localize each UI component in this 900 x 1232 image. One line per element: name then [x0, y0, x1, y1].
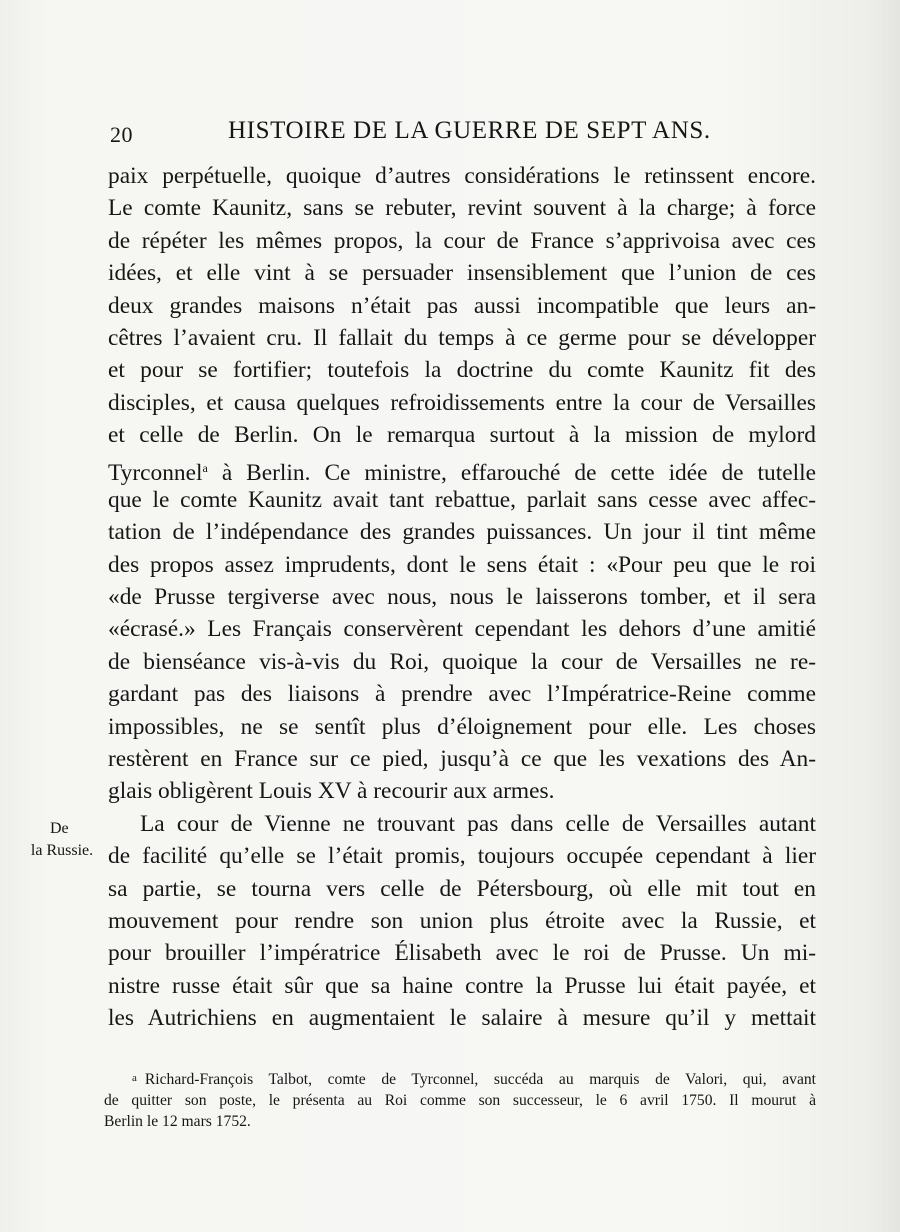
text-line: des propos assez imprudents, dont le sens était : «Pour peu que le roi	[108, 551, 816, 578]
text-line: sa partie, se tourna vers celle de Pétersbourg, où elle mit tout en	[108, 875, 816, 902]
footnote	[104, 1068, 816, 1133]
text-line: que le comte Kaunitz avait tant rebattue, parlait sans cesse avec affec-	[108, 486, 816, 513]
running-title: HISTOIRE DE LA GUERRE DE SEPT ANS.	[228, 117, 711, 144]
tyrconnel-name: Tyrconnel	[108, 459, 203, 486]
margin-note	[22, 818, 102, 862]
main-text	[108, 160, 816, 1035]
footnote-mark: a	[132, 1072, 137, 1084]
footnote-line: de quitter son poste, le présenta au Roi comme son successeur, le 6 avril 1750. Il mourut à	[104, 1091, 816, 1109]
text-line: de facilité qu’elle se l’était promis, toujours occupée cependant à lier	[108, 843, 816, 870]
text-line: de bienséance vis-à-vis du Roi, quoique la cour de Versailles ne re-	[108, 648, 816, 675]
text-line: pour brouiller l’impératrice Élisabeth avec le roi de Prusse. Un mi-	[108, 940, 816, 967]
footnote-text: Richard-François Talbot, comte de Tyrconnel, succéda au marquis de Valori, qui, avant	[144, 1071, 816, 1088]
text-line: glais obligèrent Louis XV à recourir aux armes.	[108, 778, 555, 805]
text-line: disciples, et causa quelques refroidissements entre la cour de Versailles	[108, 389, 816, 416]
margin-note-line: la Russie.	[30, 842, 94, 859]
text-line-tyrconnel	[108, 452, 816, 484]
page-number: 20	[110, 122, 133, 147]
footnote-line: Berlin le 12 mars 1752.	[104, 1113, 251, 1130]
footnote-line	[104, 1068, 816, 1090]
text-line: paix perpétuelle, quoique d’autres considérations le retinssent encore.	[108, 163, 816, 189]
text-line: restèrent en France sur ce pied, jusqu’à ce que les vexations des An-	[108, 746, 816, 773]
text-line: «écrasé.» Les Français conservèrent cependant les dehors d’une amitié	[108, 616, 816, 643]
footnote-reference[interactable]: a	[202, 460, 208, 475]
text-line: impossibles, ne se sentît plus d’éloignement pour elle. Les choses	[108, 713, 816, 740]
text-line: tation de l’indépendance des grandes puissances. Un jour il tint même	[108, 519, 816, 546]
text-line: «de Prusse tergiverse avec nous, nous le laisserons tomber, et il sera	[108, 584, 816, 611]
margin-note-line: De	[50, 820, 69, 837]
text-line: mouvement pour rendre son union plus étroite avec la Russie, et	[108, 907, 816, 934]
text-line: de répéter les mêmes propos, la cour de France s’apprivoisa avec ces	[108, 227, 816, 254]
text-line: deux grandes maisons n’était pas aussi incompatible que leurs an-	[108, 292, 816, 319]
text-line: gardant pas des liaisons à prendre avec l’Impératrice-Reine comme	[108, 681, 816, 708]
text-line: Le comte Kaunitz, sans se rebuter, revint souvent à la charge; à force	[108, 195, 816, 222]
text-line: cêtres l’avaient cru. Il fallait du temps à ce germe pour se développer	[108, 324, 816, 351]
text-line: et celle de Berlin. On le remarqua surtout à la mission de mylord	[108, 422, 816, 449]
text-line: nistre russe était sûr que sa haine contre la Prusse lui était payée, et	[108, 972, 816, 999]
text-line-rest: à Berlin. Ce ministre, effarouché de cette idée de tutelle	[221, 459, 816, 486]
paragraph-start-line: La cour de Vienne ne trouvant pas dans celle de Versailles autant	[140, 810, 816, 837]
text-line: idées, et elle vint à se persuader insensiblement que l’union de ces	[108, 260, 816, 287]
text-line: et pour se fortifier; toutefois la doctrine du comte Kaunitz fit des	[108, 357, 816, 384]
text-line: les Autrichiens en augmentaient le salaire à mesure qu’il y mettait	[108, 1005, 816, 1032]
